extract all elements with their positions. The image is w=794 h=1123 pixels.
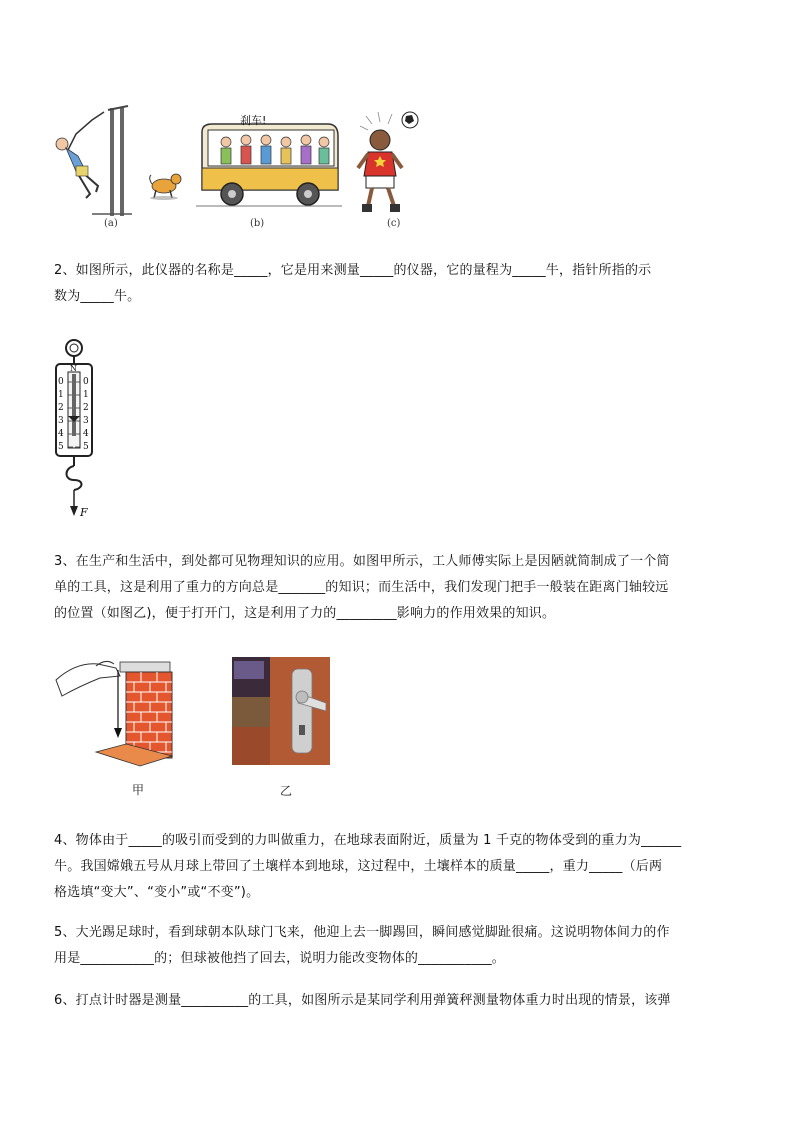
tick-left-1: 1 bbox=[58, 390, 64, 400]
question-4-line-1: 4、物体由于_____的吸引而受到的力叫做重力，在地球表面附近，质量为 1 千克的物体受到的重力为______ bbox=[54, 833, 682, 848]
question-2-line-2: 数为_____牛。 bbox=[54, 289, 141, 304]
caption-c: (c) bbox=[387, 218, 401, 229]
question-3-line-3: 的位置（如图乙)，便于打开门，这是利用了力的_________影响力的作用效果的知识。 bbox=[54, 606, 556, 621]
question-2-line-1: 2、如图所示，此仪器的名称是_____，它是用来测量_____的仪器，它的量程为_____牛，指针所指的示 bbox=[54, 263, 652, 278]
tick-left-4: 4 bbox=[58, 429, 64, 439]
caption-jia: 甲 bbox=[132, 783, 145, 797]
question-6-line-1: 6、打点计时器是测量__________的工具，如图所示是某同学利用弹簧秤测量物体重力时出现的情景，该弹 bbox=[54, 993, 671, 1008]
question-3 bbox=[54, 549, 744, 627]
bus-illustration bbox=[196, 112, 342, 212]
question-5-line-1: 5、大光踢足球时，看到球朝本队球门飞来，他迎上去一脚踢回，瞬间感觉脚趾很痛。这说明物体间力的作 bbox=[54, 925, 670, 940]
question-6 bbox=[54, 988, 744, 1014]
question-2 bbox=[54, 258, 744, 310]
spring-scale-left-ticks bbox=[58, 376, 64, 454]
high-jump-illustration bbox=[52, 104, 132, 216]
soccer-header-illustration bbox=[356, 110, 426, 216]
caption-a: (a) bbox=[104, 218, 118, 229]
tick-right-0: 0 bbox=[83, 377, 89, 387]
tick-left-5: 5 bbox=[58, 442, 64, 452]
force-label: F bbox=[80, 506, 88, 519]
question-4-line-3: 格选填“变大”、“变小”或“不变”)。 bbox=[54, 885, 260, 900]
question-5-line-2: 用是___________的；但球被他挡了回去，说明力能改变物体的___________。 bbox=[54, 951, 506, 966]
dog-illustration bbox=[146, 170, 186, 200]
question-4 bbox=[54, 828, 744, 906]
tick-right-2: 2 bbox=[83, 403, 89, 413]
caption-yi: 乙 bbox=[280, 784, 293, 798]
caption-b: (b) bbox=[250, 218, 265, 229]
tick-right-3: 3 bbox=[83, 416, 89, 426]
question-4-line-2: 牛。我国嫦娥五号从月球上带回了土壤样本到地球，这过程中，土壤样本的质量_____，重力_____（后两 bbox=[54, 859, 663, 874]
question-3-line-1: 3、在生产和生活中，到处都可见物理知识的应用。如图甲所示，工人师傅实际上是因陋就简制成了一个简 bbox=[54, 554, 670, 569]
tick-left-2: 2 bbox=[58, 403, 64, 413]
question-5 bbox=[54, 920, 744, 972]
tick-right-4: 4 bbox=[83, 429, 89, 439]
tick-right-1: 1 bbox=[83, 390, 89, 400]
tick-left-3: 3 bbox=[58, 416, 64, 426]
brick-wall-plumb-illustration bbox=[56, 656, 176, 768]
spring-scale-unit: N bbox=[70, 364, 77, 373]
question-3-line-2: 单的工具，这是利用了重力的方向总是_______的知识；而生活中，我们发现门把手一般装在距离门轴较远 bbox=[54, 580, 669, 595]
tick-right-5: 5 bbox=[83, 442, 89, 452]
door-handle-photo bbox=[232, 657, 330, 765]
bus-speech-text: 刹车! bbox=[240, 114, 267, 127]
spring-scale-right-ticks bbox=[83, 376, 89, 454]
tick-left-0: 0 bbox=[58, 377, 64, 387]
